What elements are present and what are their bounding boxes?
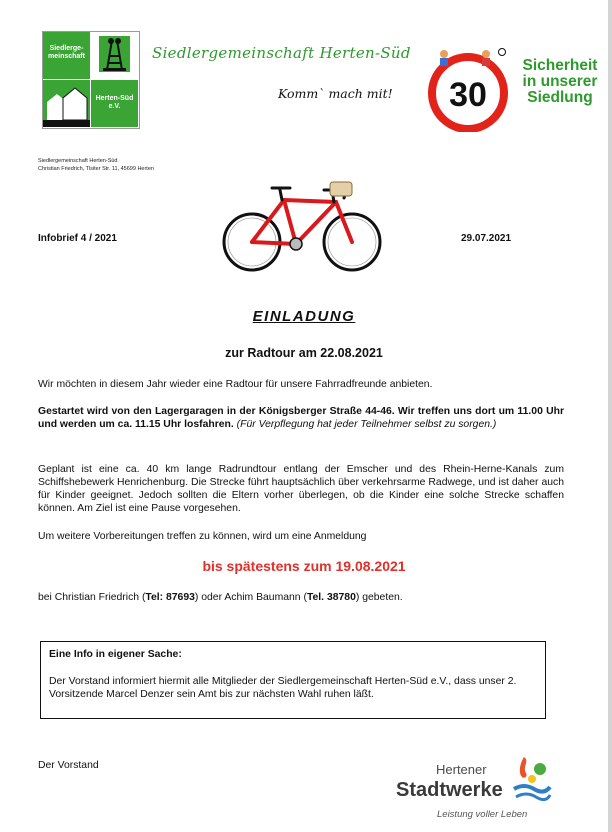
info-box-heading: Eine Info in eigener Sache: bbox=[49, 649, 182, 660]
contact-paragraph bbox=[38, 591, 564, 604]
safety-line-2: in unserer bbox=[522, 73, 598, 90]
sponsor-line-1: Hertener bbox=[436, 762, 487, 777]
org-name: Siedlergemeinschaft Herten-Süd bbox=[152, 44, 411, 62]
infobrief-number: Infobrief 4 / 2021 bbox=[38, 233, 117, 244]
info-box bbox=[40, 641, 546, 719]
sender-line-1: Siedlergemeinschaft Herten-Süd bbox=[38, 158, 118, 164]
logo-location-text: Herten-Süd e.V. bbox=[95, 95, 134, 110]
catering-note: (Für Verpflegung hat jeder Teilnehmer selbst zu sorgen.) bbox=[236, 419, 497, 430]
letter-date: 29.07.2021 bbox=[461, 233, 512, 244]
stadtwerke-mark-icon bbox=[512, 755, 552, 803]
page-title: EINLADUNG bbox=[252, 308, 356, 325]
contact-text-3: ) gebeten. bbox=[355, 592, 403, 603]
sign-off: Der Vorstand bbox=[38, 760, 99, 771]
safety-line-3: Siedlung bbox=[527, 89, 593, 106]
club-logo bbox=[42, 31, 140, 129]
intro-paragraph: Wir möchten in diesem Jahr wieder eine Radtour für unsere Fahrradfreunde anbieten. bbox=[38, 379, 433, 390]
info-box-text: Der Vorstand informiert hiermit alle Mitglieder der Siedlergemeinschaft Herten-Süd e.V., dass unser 2. Vorsitzende Marcel Denzer sein Amt bis zur nächsten Wahl ruhen läßt. bbox=[49, 676, 517, 700]
registration-paragraph: Um weitere Vorbereitungen treffen zu können, wird um eine Anmeldung bbox=[38, 531, 367, 542]
slogan: Komm` mach mit! bbox=[278, 86, 393, 101]
page-subtitle: zur Radtour am 22.08.2021 bbox=[225, 346, 383, 360]
stadtwerke-logo bbox=[396, 755, 556, 823]
sender-address bbox=[38, 157, 154, 173]
settlement-silhouette-icon bbox=[43, 80, 90, 127]
route-paragraph: Geplant ist eine ca. 40 km lange Radrundtour entlang der Emscher und des Rhein-Herne-Kanals zum Schiffshebewerk Henrichenburg. Die Strecke führt hauptsächlich über verkehrsarme Radwege, und ist daher auch für Kinder geeignet. Jedoch sollten die Eltern vorher überlegen, ob die Kinder eine solche Strecke schaffen können. Am Ziel ist eine Pause vorgesehen. bbox=[38, 464, 564, 514]
speed-limit-sign-icon bbox=[426, 48, 510, 132]
speed-limit-number: 30 bbox=[449, 76, 487, 114]
sender-line-2: Christian Friedrich, Tlsiter Str. 11, 45699 Herten bbox=[38, 166, 154, 172]
safety-claim bbox=[515, 58, 605, 106]
contact-text-1: bei Christian Friedrich ( bbox=[38, 592, 146, 603]
phone-baumann: Tel. 38780 bbox=[306, 592, 356, 603]
logo-quadrant-name bbox=[43, 32, 90, 79]
registration-deadline: bis spätestens zum 19.08.2021 bbox=[202, 558, 406, 574]
sponsor-tagline: Leistung voller Leben bbox=[437, 809, 528, 820]
mine-tower-icon bbox=[91, 32, 138, 79]
start-paragraph bbox=[38, 405, 564, 431]
safety-line-1: Sicherheit bbox=[522, 57, 598, 74]
start-details: Gestartet wird von den Lagergaragen in der Königsberger Straße 44-46. Wir treffen uns dort um 11.00 Uhr und werden um ca. 11.15 Uhr losfahren. bbox=[38, 406, 564, 430]
bicycle-icon bbox=[218, 178, 386, 276]
logo-name-text: Siedlerge- meinschaft bbox=[48, 45, 85, 60]
logo-quadrant-location bbox=[91, 80, 138, 127]
page-edge bbox=[608, 0, 612, 832]
phone-friedrich: Tel: 87693 bbox=[145, 592, 195, 603]
sponsor-line-2: Stadtwerke bbox=[396, 779, 503, 801]
contact-text-2: ) oder Achim Baumann ( bbox=[194, 592, 307, 603]
